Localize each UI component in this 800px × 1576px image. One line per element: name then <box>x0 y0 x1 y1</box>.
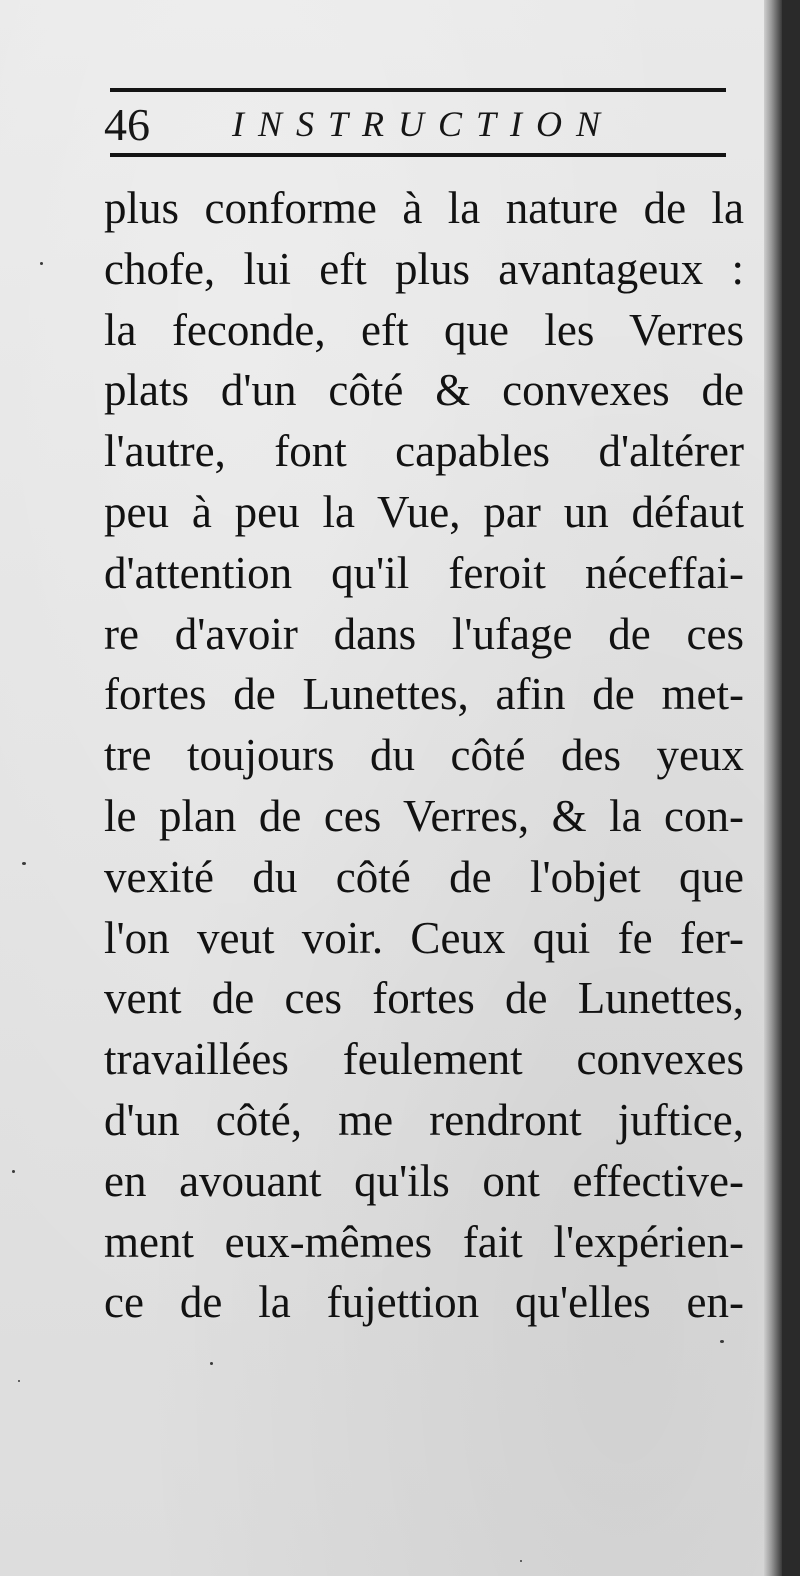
text-line: vexité du côté de l'objet que <box>104 851 744 902</box>
text-line: d'attention qu'il feroit néceffai- <box>104 547 744 598</box>
text-line: en avouant qu'ils ont effective- <box>104 1155 744 1206</box>
text-line: vent de ces fortes de Lunettes, <box>104 973 744 1024</box>
text-line: l'on veut voir. Ceux qui fe fer- <box>104 912 744 963</box>
text-line: fortes de Lunettes, afin de met- <box>104 669 744 720</box>
body-text <box>104 178 744 1333</box>
paper-speck <box>720 1340 724 1343</box>
text-line: d'un côté, me rendront juftice, <box>104 1094 744 1145</box>
text-line: ment eux-mêmes fait l'expérien- <box>104 1216 744 1267</box>
text-line: plats d'un côté & convexes de <box>104 365 744 416</box>
text-line: ce de la fujettion qu'elles en- <box>104 1277 744 1328</box>
paper-speck <box>210 1362 213 1365</box>
text-line: tre toujours du côté des yeux <box>104 730 744 781</box>
text-line: la feconde, eft que les Verres <box>104 304 744 355</box>
text-line: re d'avoir dans l'ufage de ces <box>104 608 744 659</box>
text-line: travaillées feulement convexes <box>104 1034 744 1085</box>
header-rule-top <box>110 88 726 92</box>
text-line: peu à peu la Vue, par un défaut <box>104 486 744 537</box>
running-head: INSTRUCTION <box>232 104 615 144</box>
page-edge-shadow <box>764 0 782 1576</box>
paper-speck <box>40 262 43 265</box>
text-line: chofe, lui eft plus avantageux : <box>104 243 744 294</box>
text-line: le plan de ces Verres, & la con- <box>104 790 744 841</box>
text-line: l'autre, font capables d'altérer <box>104 426 744 477</box>
text-line: plus conforme à la nature de la <box>104 183 744 233</box>
paper-speck <box>520 1560 522 1562</box>
page-number: 46 <box>104 99 150 150</box>
paper-speck <box>18 1380 20 1382</box>
paper-speck <box>22 862 26 865</box>
paper-speck <box>12 1170 15 1173</box>
header-rule-bottom <box>110 153 726 157</box>
